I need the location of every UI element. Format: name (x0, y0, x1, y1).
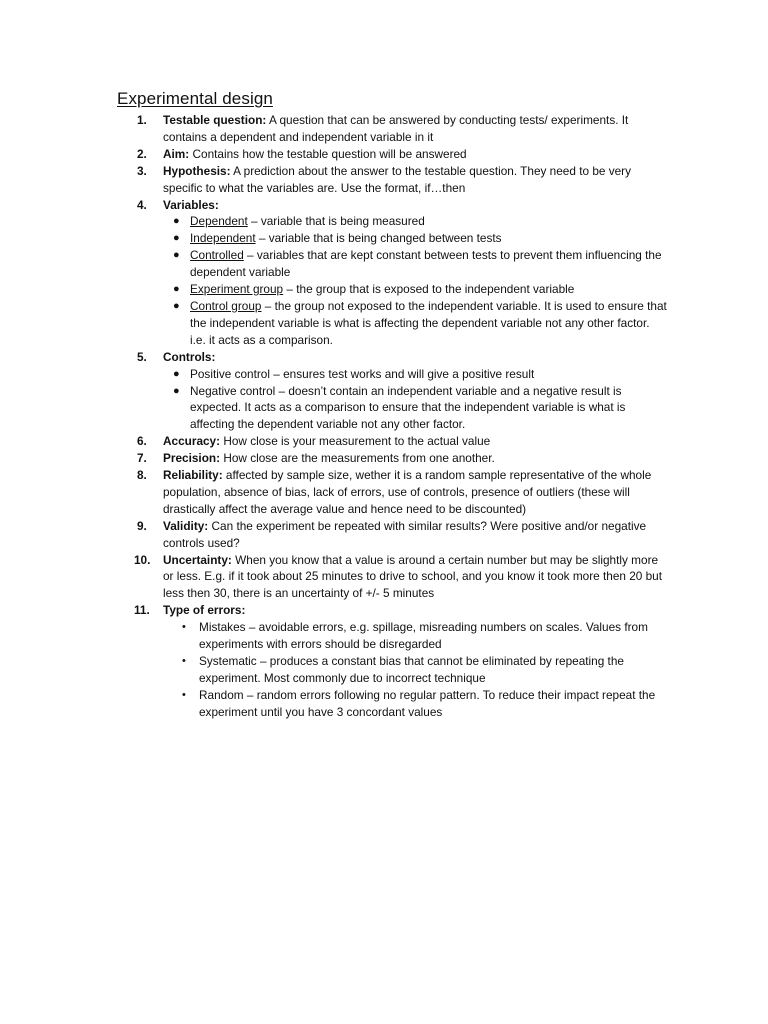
sublist-item-systematic (182, 653, 668, 687)
sublist-item-text: – the group that is exposed to the independent variable (283, 282, 575, 297)
list-item-type-of-errors (134, 602, 668, 720)
item-term: Hypothesis: (163, 163, 231, 178)
item-term: Variables: (163, 197, 219, 212)
list-item-controls (137, 349, 668, 434)
item-term: Accuracy: (163, 434, 221, 449)
controls-sublist (163, 366, 668, 434)
list-item-testable-question (137, 112, 668, 146)
sublist-item-text: Positive control – ensures test works and will give a positive result (190, 366, 535, 381)
sublist-item-experiment-group (173, 281, 668, 298)
sublist-item-positive-control (173, 366, 668, 383)
sublist-item-text: – variable that is being measured (247, 214, 425, 229)
bullet-icon: ● (173, 232, 180, 245)
sublist-item-text: Mistakes – avoidable errors, e.g. spillage, misreading numbers on scales. Values from experiments with errors should be disregarded (199, 620, 648, 652)
sublist-item-text: Random – random errors following no regular pattern. To reduce their impact repeat the experiment until you have 3 concordant values (199, 687, 656, 719)
item-text: Can the experiment be repeated with similar results? Were positive and/or negative controls used? (163, 518, 647, 550)
list-item-aim (137, 146, 668, 163)
item-text: affected by sample size, wether it is a random sample representative of the whole population, absence of bias, lack of errors, use of controls, presence of outliers (these will drastically affect the average value and hence need to be discounted) (163, 468, 652, 516)
list-item-variables (137, 197, 668, 349)
sublist-item-label: Control group (190, 298, 262, 313)
item-term: Type of errors: (163, 603, 246, 618)
item-term: Reliability: (163, 468, 223, 483)
sublist-item-control-group (173, 298, 668, 349)
item-number: 4. (137, 197, 147, 212)
item-text: A prediction about the answer to the testable question. They need to be very specific to what the variables are. Use the format, if…then (163, 163, 632, 195)
sublist-item-dependent (173, 213, 668, 230)
item-number: 3. (137, 163, 147, 178)
variables-sublist (163, 213, 668, 348)
sublist-item-label: Independent (190, 231, 256, 246)
bullet-icon: • (182, 688, 186, 701)
item-number: 11. (134, 603, 150, 618)
bullet-icon: ● (173, 367, 180, 380)
item-number: 9. (137, 518, 147, 533)
sublist-item-text: Systematic – produces a constant bias that cannot be eliminated by repeating the experiment. Most commonly due to incorrect technique (199, 654, 624, 685)
list-item-hypothesis (137, 163, 668, 197)
sublist-item-text: Negative control – doesn’t contain an independent variable and a negative result is expected. It acts as a comparison to ensure that the independent variable is what is affecting the dependent variable not any other factor. (190, 383, 626, 432)
errors-sublist (163, 619, 668, 720)
item-number: 7. (137, 451, 147, 466)
sublist-item-label: Experiment group (190, 282, 284, 297)
sublist-item-text: – the group not exposed to the independent variable. It is used to ensure that the independent variable is what is affecting the dependent variable not any other factor. i.e. it acts as a comparison. (190, 298, 667, 347)
item-number: 6. (137, 434, 147, 449)
item-term: Testable question: (163, 113, 267, 127)
list-item-validity (137, 518, 668, 552)
item-number: 1. (137, 113, 147, 127)
bullet-icon: • (182, 655, 186, 667)
bullet-icon: ● (173, 384, 180, 397)
item-text: How close is your measurement to the actual value (220, 434, 491, 449)
item-number: 8. (137, 468, 147, 483)
sublist-item-text: – variables that are kept constant between tests to prevent them influencing the dependent variable (190, 248, 662, 280)
sublist-item-mistakes (182, 619, 668, 653)
list-item-precision (137, 450, 668, 467)
item-text: Contains how the testable question will be answered (189, 146, 467, 161)
list-item-accuracy (137, 433, 668, 450)
item-term: Uncertainty: (163, 552, 232, 567)
sublist-item-label: Controlled (190, 248, 244, 263)
bullet-icon: ● (173, 299, 180, 312)
item-term: Controls: (163, 349, 216, 364)
sublist-item-negative-control (173, 383, 668, 434)
item-text: How close are the measurements from one another. (220, 451, 495, 466)
sublist-item-random (182, 687, 668, 721)
item-text: When you know that a value is around a certain number but may be slightly more or less. E.g. if it took about 25 minutes to drive to school, and you know it took more then 20 but less then 30, there is an uncertainty of +/- 5 minutes (163, 552, 663, 601)
sublist-item-independent (173, 230, 668, 247)
sublist-item-label: Dependent (190, 214, 248, 229)
bullet-icon: ● (173, 283, 180, 296)
item-number: 5. (137, 349, 147, 364)
bullet-icon: ● (173, 215, 180, 228)
list-item-reliability (137, 467, 668, 518)
bullet-icon: ● (173, 249, 180, 262)
item-term: Aim: (163, 146, 190, 161)
item-term: Precision: (163, 451, 221, 466)
item-number: 10. (134, 552, 151, 567)
sublist-item-text: – variable that is being changed between tests (255, 231, 502, 246)
bullet-icon: • (182, 621, 186, 634)
item-term: Validity: (163, 518, 209, 533)
sublist-item-controlled (173, 247, 668, 281)
item-text: A question that can be answered by conducting tests/ experiments. It contains a dependent and independent variable in it (163, 113, 629, 144)
list-item-uncertainty (134, 552, 668, 603)
item-number: 2. (137, 146, 147, 161)
numbered-list (134, 112, 668, 721)
page-title: Experimental design (117, 89, 273, 108)
